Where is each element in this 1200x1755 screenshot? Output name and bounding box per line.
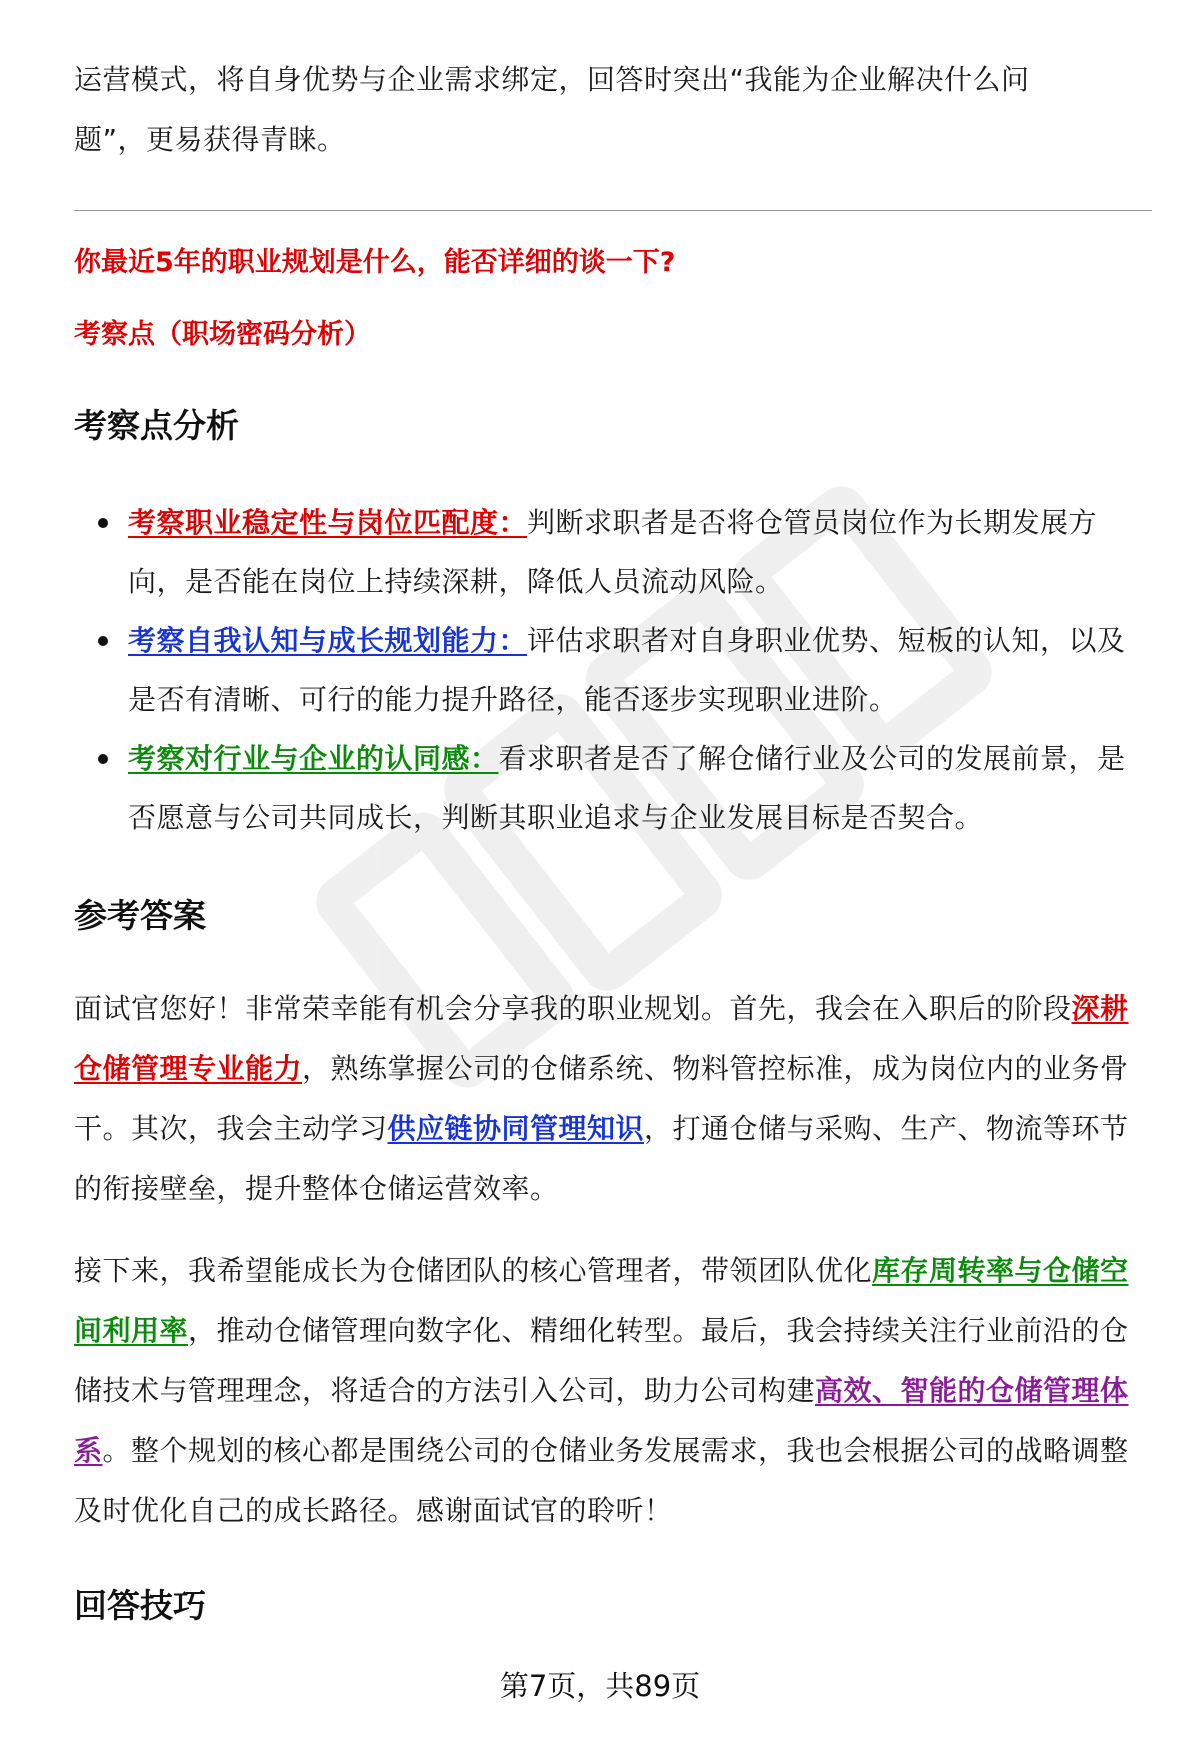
- point-keyword: 考察对行业与企业的认同感：: [128, 742, 499, 775]
- bullet-icon: [98, 518, 108, 528]
- content: [74, 50, 1152, 1631]
- tips-title: 回答技巧: [74, 1586, 206, 1625]
- intro-paragraph: [74, 50, 1152, 170]
- point-text: 看求职者是否了解仓储行业及公司的发展前景，是否愿意与公司共同成长，判断其职业追求与企业发展目标是否契合。: [128, 742, 1126, 834]
- point-text: 评估求职者对自身职业优势、短板的认知，以及是否有清晰、可行的能力提升路径，能否逐步实现职业进阶。: [128, 624, 1126, 716]
- exam-point-heading: 考察点（职场密码分析）: [74, 319, 371, 350]
- analysis-list: [74, 493, 1152, 847]
- answer-text: 面试官您好！非常荣幸能有机会分享我的职业规划。首先，我会在入职后的阶段: [74, 992, 1072, 1025]
- page-number: 第7页，共89页: [499, 1669, 701, 1703]
- answer-paragraph-2: [74, 1241, 1152, 1541]
- intro-line-2: 题”，更易获得青睐。: [74, 123, 346, 156]
- answer-text: 。整个规划的核心都是围绕公司的仓储业务发展需求，我也会根据公司的战略调整及时优化自己的成长路径。感谢面试官的聆听！: [74, 1434, 1129, 1527]
- answer-title: 参考答案: [74, 896, 206, 935]
- divider: [74, 210, 1152, 211]
- point-text: 判断求职者是否将仓管员岗位作为长期发展方向，是否能在岗位上持续深耕，降低人员流动风险。: [128, 506, 1098, 598]
- answer-text: ，熟练掌握公司的仓储系统、物料管控标准，成为岗位内的业务骨干。其次，我会主动学习: [74, 1052, 1129, 1145]
- answer-text: 接下来，我希望能成长为仓储团队的核心管理者，带领团队优化: [74, 1254, 873, 1287]
- point-keyword: 考察自我认知与成长规划能力：: [128, 624, 528, 657]
- answer-keyword: 库存周转率与仓储空间利用率: [74, 1254, 1129, 1347]
- answer-keyword: 高效、智能的仓储管理体系: [74, 1374, 1129, 1467]
- answer-keyword: 供应链协同管理知识: [387, 1112, 645, 1145]
- list-item: [74, 493, 1152, 611]
- answer-paragraph-1: [74, 979, 1152, 1219]
- answer-text: ，打通仓储与采购、生产、物流等环节的衔接壁垒，提升整体仓储运营效率。: [74, 1112, 1129, 1205]
- list-item: [74, 729, 1152, 847]
- list-item: [74, 611, 1152, 729]
- bullet-icon: [98, 754, 108, 764]
- interview-question: 你最近5年的职业规划是什么，能否详细的谈一下?: [74, 247, 676, 278]
- intro-line-1: 运营模式，将自身优势与企业需求绑定，回答时突出“我能为企业解决什么问: [74, 63, 1030, 96]
- point-keyword: 考察职业稳定性与岗位匹配度：: [128, 506, 528, 539]
- answer-keyword: 深耕仓储管理专业能力: [74, 992, 1129, 1085]
- answer-text: ，推动仓储管理向数字化、精细化转型。最后，我会持续关注行业前沿的仓储技术与管理理念，将适合的方法引入公司，助力公司构建: [74, 1314, 1129, 1407]
- analysis-title: 考察点分析: [74, 406, 239, 445]
- bullet-icon: [98, 636, 108, 646]
